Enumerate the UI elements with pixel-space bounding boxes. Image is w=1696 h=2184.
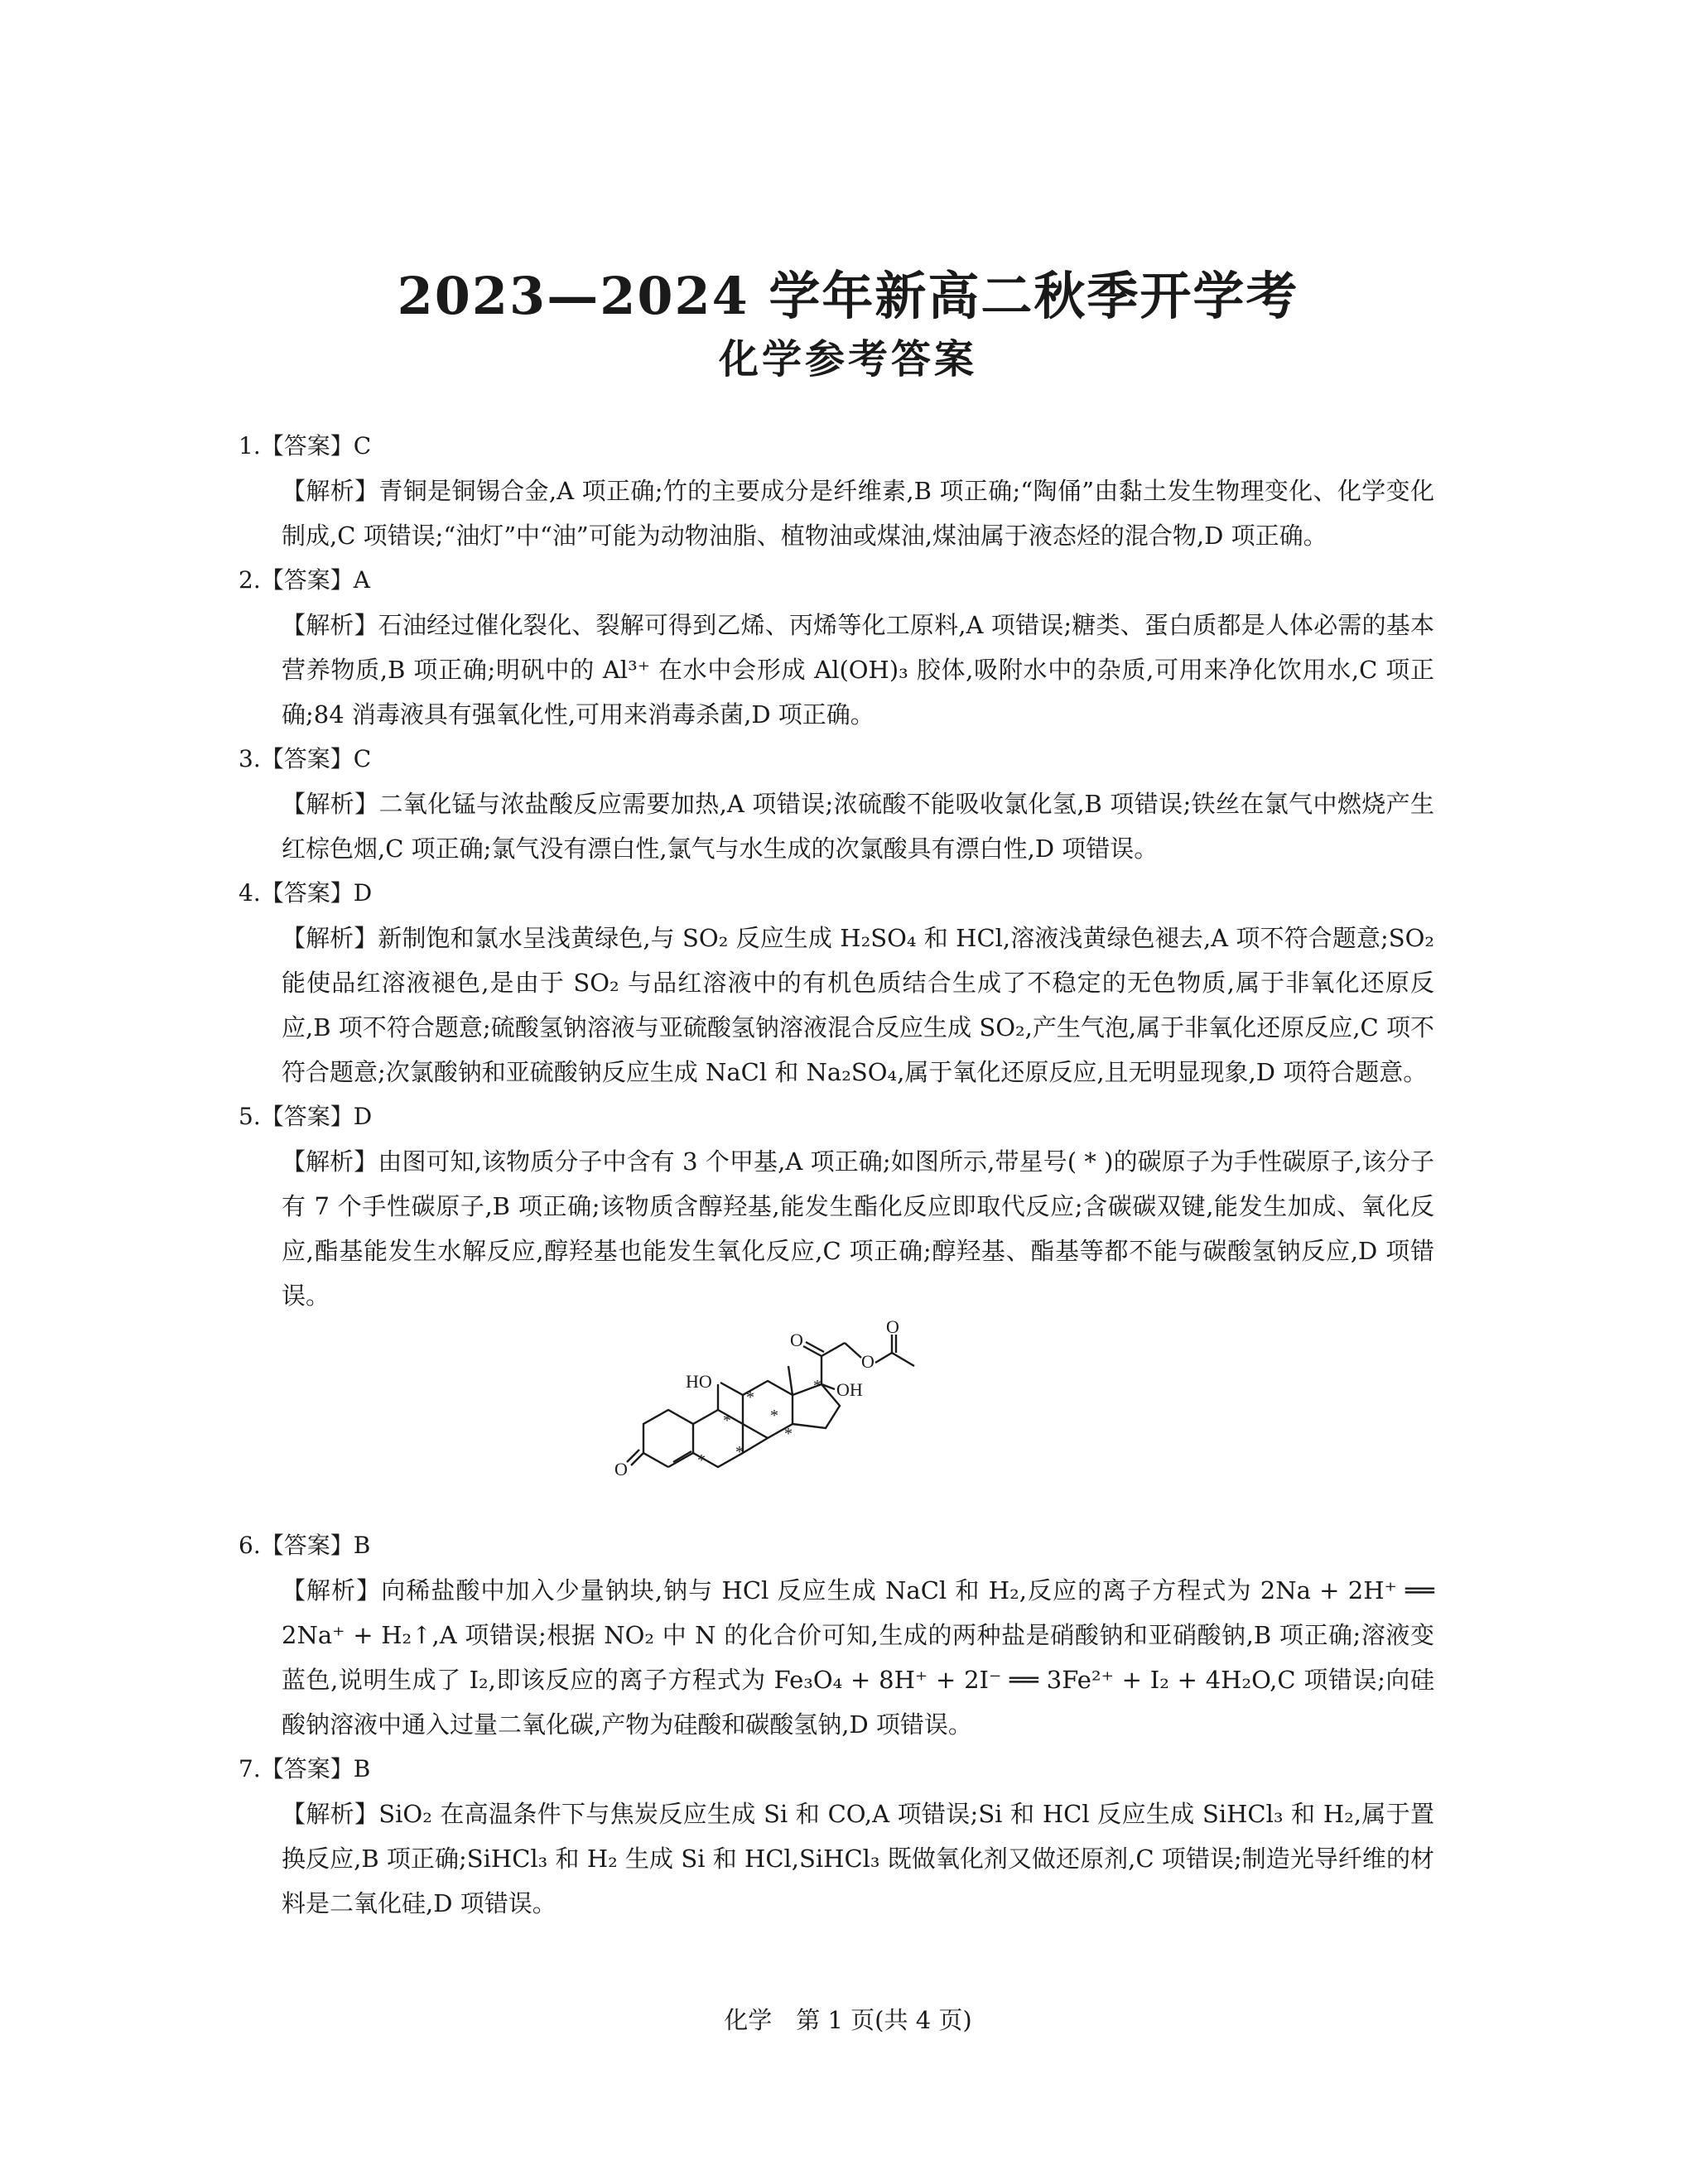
question-3 — [238, 737, 1434, 871]
ring-c-bond — [743, 1438, 768, 1453]
carbonyl-o-label: O — [790, 1330, 803, 1350]
chiral-star: * — [813, 1377, 822, 1395]
methyl-bond — [788, 1366, 793, 1395]
question-4 — [238, 871, 1434, 1094]
answer-line: 3.【答案】C — [238, 745, 372, 772]
analysis-paragraph: 【解析】向稀盐酸中加入少量钠块,钠与 HCl 反应生成 NaCl 和 H₂,反应的离子方程式为 2Na + 2H⁺ ══ 2Na⁺ + H₂↑,A 项错误;根据 NO₂ 中 N 的化合价可知,生成的两种盐是硝酸钠和亚硝酸钠,B 项正确;溶液变蓝色,说明生成了 I₂,即该反应的离子方程式为 Fe₃O₄ + 8H⁺ + 2I⁻ ══ 3Fe²⁺ + I₂ + 4H₂O,C 项错误;向硅酸钠溶液中通入过量二氧化碳,产物为硅酸和碳酸氢钠,D 项错误。 — [282, 1576, 1434, 1739]
ester-carbonyl-o-label: O — [886, 1316, 899, 1337]
answer-line: 4.【答案】D — [238, 879, 373, 907]
chiral-star: * — [746, 1388, 754, 1407]
chiral-star: * — [735, 1443, 744, 1461]
answer-line: 2.【答案】A — [238, 566, 370, 594]
analysis-paragraph: 【解析】新制饱和氯水呈浅黄绿色,与 SO₂ 反应生成 H₂SO₄ 和 HCl,溶液浅黄绿色褪去,A 项不符合题意;SO₂ 能使品红溶液褪色,是由于 SO₂ 与品红溶液中的有机色质结合生成了不稳定的无色物质,属于非氧化还原反应,B 项不符合题意;硫酸氢钠溶液与亚硫酸氢钠溶液混合反应生成 SO₂,产生气泡,属于非氧化还原反应,C 项不符合题意;次氯酸钠和亚硫酸钠反应生成 NaCl 和 Na₂SO₄,属于氧化还原反应,且无明显现象,D 项符合题意。 — [282, 924, 1434, 1086]
ester-o-label: O — [861, 1351, 874, 1372]
answer-line: 5.【答案】D — [238, 1103, 373, 1130]
side-chain-bond — [822, 1343, 845, 1356]
ring-a-bond — [643, 1410, 693, 1467]
chiral-star: * — [697, 1451, 706, 1470]
page-title: 2023—2024 学年新高二秋季开学考 — [397, 266, 1299, 326]
carbonyl-bond — [803, 1346, 822, 1356]
question-7 — [238, 1747, 1434, 1926]
ester-bond — [892, 1353, 914, 1366]
chiral-star: * — [784, 1425, 793, 1443]
hydroxyl-bond — [720, 1383, 743, 1395]
analysis-paragraph: 【解析】青铜是铜锡合金,A 项正确;竹的主要成分是纤维素,B 项正确;“陶俑”由黏土发生物理变化、化学变化制成,C 项错误;“油灯”中“油”可能为动物油脂、植物油或煤油,煤油属于液态烃的混合物,D 项正确。 — [282, 477, 1434, 550]
ketone-o-label: O — [614, 1459, 628, 1479]
analysis-paragraph: 【解析】SiO₂ 在高温条件下与焦炭反应生成 Si 和 CO,A 项错误;Si 和 HCl 反应生成 SiHCl₃ 和 H₂,属于置换反应,B 项正确;SiHCl₃ 和 H₂ 生成 Si 和 HCl,SiHCl₃ 既做氧化剂又做还原剂,C 项错误;制造光导纤维的材料是二氧化硅,D 项错误。 — [282, 1800, 1434, 1917]
oh-label: OH — [836, 1379, 863, 1400]
steroid-structure-diagram — [242, 1316, 1434, 1515]
answer-content — [238, 424, 1434, 1926]
answer-line: 6.【答案】B — [238, 1532, 371, 1559]
analysis-paragraph: 【解析】二氧化锰与浓盐酸反应需要加热,A 项错误;浓硫酸不能吸收氯化氢,B 项错误;铁丝在氯气中燃烧产生红棕色烟,C 项正确;氯气没有漂白性,氯气与水生成的次氯酸具有漂白性,D 项错误。 — [282, 790, 1434, 863]
chiral-star: * — [770, 1407, 778, 1425]
analysis-paragraph: 【解析】石油经过催化裂化、裂解可得到乙烯、丙烯等化工原料,A 项错误;糖类、蛋白质都是人体必需的基本营养物质,B 项正确;明矾中的 Al³⁺ 在水中会形成 Al(OH)₃ 胶体,吸附水中的杂质,可用来净化饮用水,C 项正确;84 消毒液具有强氧化性,可用来消毒杀菌,D 项正确。 — [282, 611, 1434, 729]
chiral-star: * — [723, 1412, 731, 1430]
answer-line: 7.【答案】B — [238, 1755, 371, 1782]
page-footer: 化学 第 1 页(共 4 页) — [724, 2006, 972, 2034]
side-chain-bond — [845, 1343, 861, 1358]
ring-a-double-bond — [673, 1451, 691, 1462]
ho-label: HO — [686, 1371, 712, 1392]
answer-line: 1.【答案】C — [238, 432, 372, 459]
question-5 — [238, 1094, 1434, 1318]
question-2 — [238, 558, 1434, 737]
ring-a-bond — [668, 1453, 693, 1467]
carbonyl-bond — [806, 1342, 824, 1352]
analysis-paragraph: 【解析】由图可知,该物质分子中含有 3 个甲基,A 项正确;如图所示,带星号( * )的碳原子为手性碳原子,该分子有 7 个手性碳原子,B 项正确;该物质含醇羟基,能发生酯化反应即取代反应;含碳碳双键,能发生加成、氧化反应,酯基能发生水解反应,醇羟基也能发生氧化反应,C 项正确;醇羟基、酯基等都不能与碳酸氢钠反应,D 项错误。 — [282, 1147, 1434, 1310]
page-subtitle: 化学参考答案 — [718, 336, 977, 382]
question-6 — [238, 1523, 1434, 1747]
question-1 — [238, 424, 1434, 558]
ester-bond — [875, 1353, 892, 1363]
